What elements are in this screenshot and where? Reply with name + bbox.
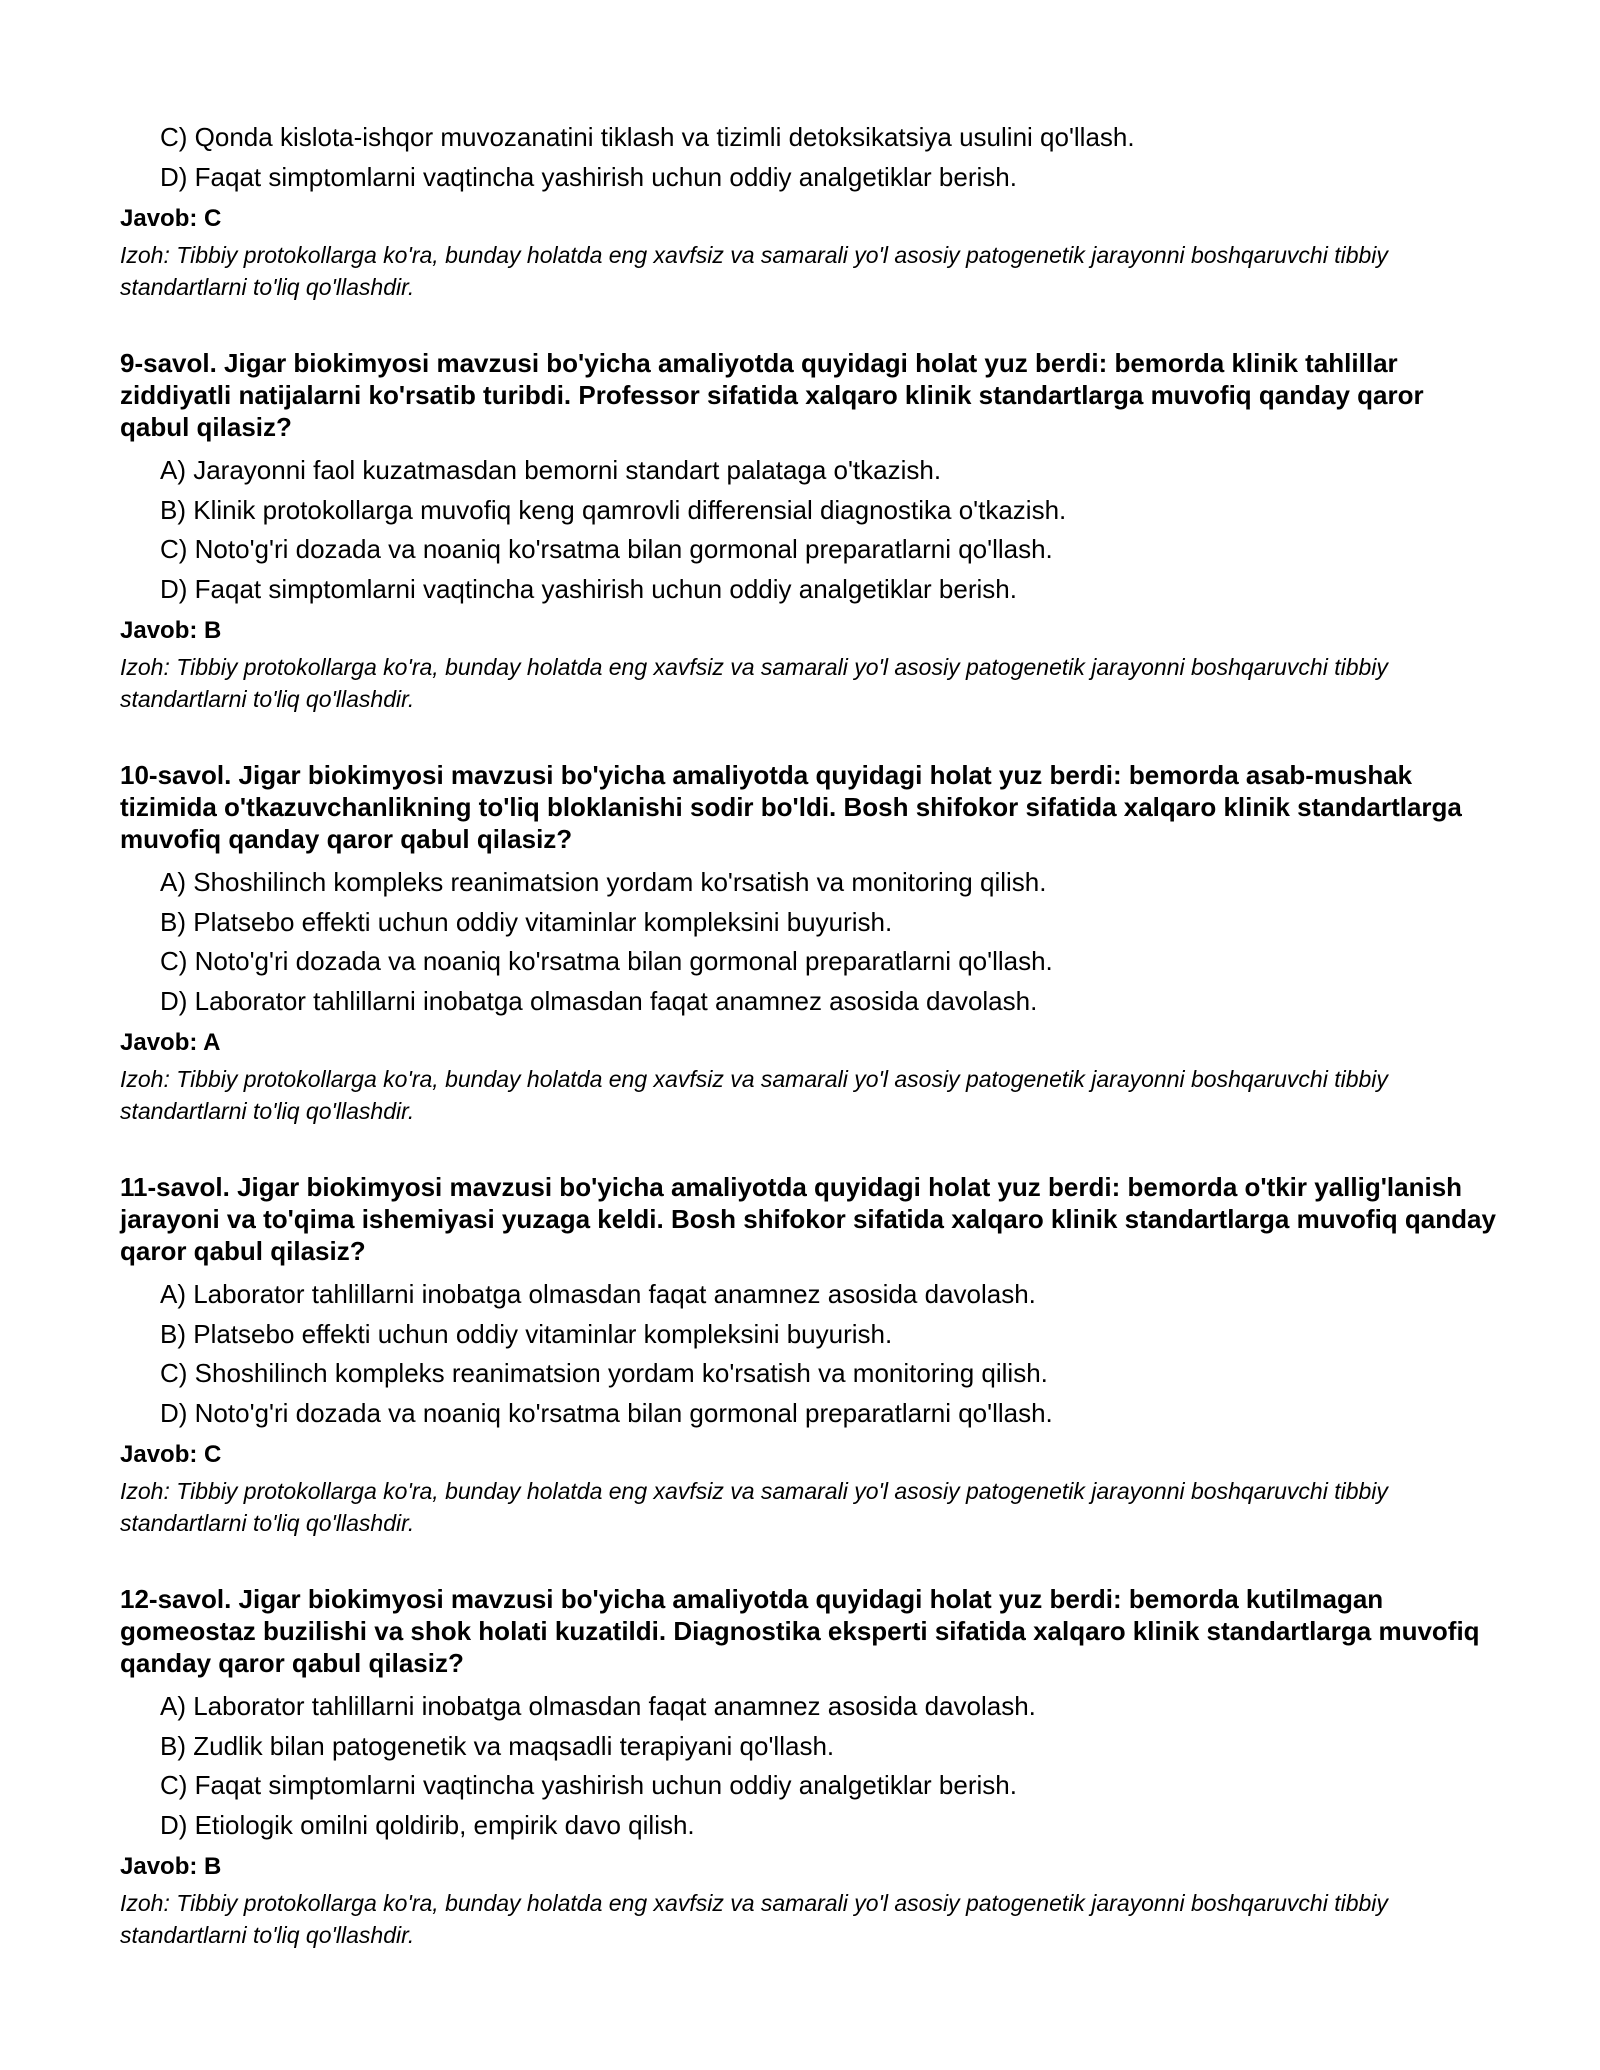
answer-label: Javob: C	[120, 1441, 222, 1468]
explanation-note: Izoh: Tibbiy protokollarga ko'ra, bunday holatda eng xavfsiz va samarali yo'l asosiy patogenetik jarayonni boshqaruvchi tibbiy standartlarni to'liq qo'llashdir.	[120, 1066, 1388, 1124]
option-d: D) Noto'g'ri dozada va noaniq ko'rsatma bilan gormonal preparatlarni qo'llash.	[160, 1397, 1053, 1428]
question-11	[120, 1171, 1500, 1539]
question-title: 12-savol. Jigar biokimyosi mavzusi bo'yicha amaliyotda quyidagi holat yuz berdi: bemorda kutilmagan gomeostaz buzilishi va shok holati kuzatildi. Diagnostika eksperti sifatida xalqaro klinik standartlarga muvofiq qanday qaror qabul qilasiz?	[120, 1584, 1480, 1678]
explanation-note: Izoh: Tibbiy protokollarga ko'ra, bunday holatda eng xavfsiz va samarali yo'l asosiy patogenetik jarayonni boshqaruvchi tibbiy standartlarni to'liq qo'llashdir.	[120, 1478, 1388, 1536]
question-title: 11-savol. Jigar biokimyosi mavzusi bo'yicha amaliyotda quyidagi holat yuz berdi: bemorda o'tkir yallig'lanish jarayoni va to'qima ishemiyasi yuzaga keldi. Bosh shifokor sifatida xalqaro klinik standartlarga muvofiq qanday qaror qabul qilasiz?	[120, 1172, 1496, 1266]
option-b: B) Platsebo effekti uchun oddiy vitaminlar kompleksini buyurish.	[160, 1318, 893, 1349]
option-c: C) Noto'g'ri dozada va noaniq ko'rsatma bilan gormonal preparatlarni qo'llash.	[160, 946, 1053, 976]
option-c: C) Qonda kislota-ishqor muvozanatini tiklash va tizimli detoksikatsiya usulini qo'llash.	[160, 122, 1135, 152]
question-title: 9-savol. Jigar biokimyosi mavzusi bo'yicha amaliyotda quyidagi holat yuz berdi: bemorda klinik tahlillar ziddiyatli natijalarni ko'rsatib turibdi. Professor sifatida xalqaro klinik standartlarga muvofiq qanday qaror qabul qilasiz?	[120, 348, 1424, 442]
question-9	[120, 347, 1500, 715]
answer-label: Javob: B	[120, 617, 222, 644]
answer-label: Javob: B	[120, 1853, 222, 1880]
question-8-continuation	[120, 118, 1500, 303]
option-d: D) Faqat simptomlarni vaqtincha yashirish uchun oddiy analgetiklar berish.	[160, 161, 1017, 192]
explanation-note: Izoh: Tibbiy protokollarga ko'ra, bunday holatda eng xavfsiz va samarali yo'l asosiy patogenetik jarayonni boshqaruvchi tibbiy standartlarni to'liq qo'llashdir.	[120, 242, 1388, 300]
option-a: A) Laborator tahlillarni inobatga olmasdan faqat anamnez asosida davolash.	[160, 1279, 1036, 1309]
answer-label: Javob: C	[120, 205, 222, 232]
option-d: D) Etiologik omilni qoldirib, empirik davo qilish.	[160, 1809, 695, 1840]
question-title: 10-savol. Jigar biokimyosi mavzusi bo'yicha amaliyotda quyidagi holat yuz berdi: bemorda asab-mushak tizimida o'tkazuvchanlikning to'liq bloklanishi sodir bo'ldi. Bosh shifokor sifatida xalqaro klinik standartlarga muvofiq qanday qaror qabul qilasiz?	[120, 760, 1462, 854]
explanation-note: Izoh: Tibbiy protokollarga ko'ra, bunday holatda eng xavfsiz va samarali yo'l asosiy patogenetik jarayonni boshqaruvchi tibbiy standartlarni to'liq qo'llashdir.	[120, 654, 1388, 712]
option-c: C) Noto'g'ri dozada va noaniq ko'rsatma bilan gormonal preparatlarni qo'llash.	[160, 534, 1053, 564]
option-a: A) Shoshilinch kompleks reanimatsion yordam ko'rsatish va monitoring qilish.	[160, 867, 1047, 897]
option-c: C) Faqat simptomlarni vaqtincha yashirish uchun oddiy analgetiklar berish.	[160, 1770, 1017, 1800]
question-12	[120, 1583, 1500, 1951]
option-b: B) Platsebo effekti uchun oddiy vitaminlar kompleksini buyurish.	[160, 906, 893, 937]
answer-label: Javob: A	[120, 1029, 221, 1056]
option-d: D) Faqat simptomlarni vaqtincha yashirish uchun oddiy analgetiklar berish.	[160, 573, 1017, 604]
option-b: B) Zudlik bilan patogenetik va maqsadli terapiyani qo'llash.	[160, 1730, 835, 1761]
explanation-note: Izoh: Tibbiy protokollarga ko'ra, bunday holatda eng xavfsiz va samarali yo'l asosiy patogenetik jarayonni boshqaruvchi tibbiy standartlarni to'liq qo'llashdir.	[120, 1890, 1388, 1948]
question-10	[120, 759, 1500, 1127]
document-page	[120, 118, 1500, 1951]
option-d: D) Laborator tahlillarni inobatga olmasdan faqat anamnez asosida davolash.	[160, 985, 1038, 1016]
option-c: C) Shoshilinch kompleks reanimatsion yordam ko'rsatish va monitoring qilish.	[160, 1358, 1048, 1388]
option-a: A) Laborator tahlillarni inobatga olmasdan faqat anamnez asosida davolash.	[160, 1691, 1036, 1721]
option-a: A) Jarayonni faol kuzatmasdan bemorni standart palataga o'tkazish.	[160, 455, 942, 485]
option-b: B) Klinik protokollarga muvofiq keng qamrovli differensial diagnostika o'tkazish.	[160, 494, 1067, 525]
